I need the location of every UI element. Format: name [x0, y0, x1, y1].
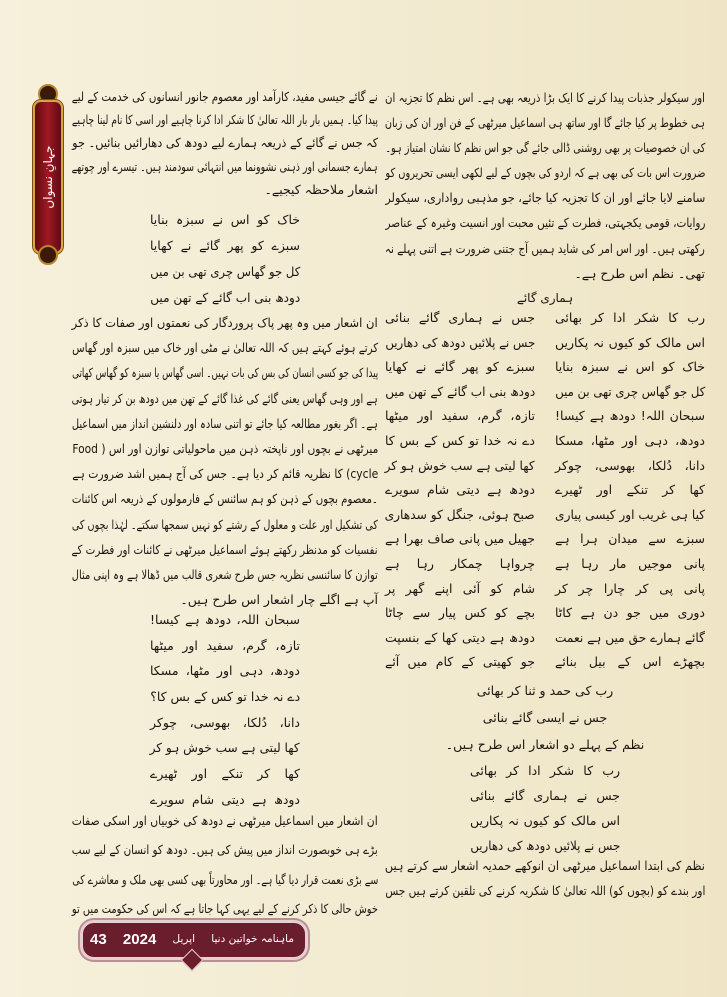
line-text: کھا کر تنکے اور ٹھیرے [555, 482, 705, 498]
line-text: دودھ بنی اب گائے کے تھن میں [150, 290, 300, 305]
line-text: جو کھیتی کے کام میں آئے [385, 654, 535, 670]
poem-title-text: ہماری گائے [516, 291, 574, 305]
first-hemistich [555, 454, 705, 479]
first-hemistich [555, 429, 705, 454]
page-footer [72, 912, 312, 968]
line-text: دودھ ہے دیتی شام سویرے [150, 791, 300, 807]
text-line [72, 512, 378, 537]
right-intro-paragraph [385, 85, 705, 286]
first-hemistich [555, 478, 705, 503]
poem-row [385, 503, 705, 528]
line-text: کیا ہی غریب اور کیسی پیاری [555, 506, 705, 522]
line-text: نے گائے جیسی مفید، کارآمد اور معصوم جانور انسانوں کی خدمت کے لیے [72, 89, 378, 104]
line-text: کل جو گھاس چری تھی بن میں [555, 383, 705, 399]
text-line [385, 878, 705, 903]
text-line [72, 486, 378, 511]
line-text: آپ ہے اگلے چار اشعار اس طرح ہیں۔ [180, 592, 378, 608]
line-text: سے بڑی نعمت قرار دیا گیا ہے۔ اور محاورتاً بھی کسی بھی ملک و معاشرے کی [72, 871, 378, 887]
second-hemistich [385, 527, 535, 552]
first-hemistich [555, 601, 705, 626]
poem-row [385, 650, 705, 675]
line-text: دودھ ہے دیتی کھا کے بنسپت [385, 629, 535, 645]
magazine-name: ماہنامہ خواتین دنیا [211, 933, 294, 945]
line-text: ہے اور وہی گھاس یعنی گائے کی غذا گائے کے تھن میں دودھ بن کر تیار ہوتی [72, 390, 378, 406]
line-text: سامنے لایا جائے اور ان کا تجزیہ کیا جائے، جو مذہبی رواداری، سیکولر [385, 190, 705, 206]
line-text: سبزے کو پھر گائے نے کھایا [385, 359, 535, 375]
line-text: دودھ بنی اب گائے کے تھن میں [385, 383, 535, 399]
line-text: کھا کر تنکے اور ٹھیرے [150, 766, 300, 782]
line-text: ہے۔ اگر بغور مطالعہ کیا جائے تو اتنی سادہ اور دلنشین انداز میں اسماعیل [72, 415, 378, 431]
first-hemistich [555, 503, 705, 528]
closing-couplet [470, 677, 620, 731]
line-text: روایات، قومی یکجہتی، فطرت کے تئیں محبت اور انسیت وغیرہ کے عناصر [385, 215, 705, 231]
text-line [72, 386, 378, 411]
line-text: کی تشکیل اور علت و معلول کے رشتے کو نہیں سمجھا سکتے۔ لہٰذا بچوں کی [72, 516, 378, 532]
second-hemistich [385, 601, 535, 626]
text-line [72, 178, 378, 201]
line-text: میرٹھی نے بچوں اور ناپختہ ذہن میں ماحولیاتی توازن اور اس ( Food [72, 440, 378, 456]
line-text: بڑے ہی خوبصورت انداز میں پیش کی ہیں۔ دودھ کو انسان کے لیے سب [72, 842, 378, 858]
poem-row [385, 355, 705, 380]
first-hemistich [555, 306, 705, 331]
left-paragraph-1 [72, 85, 378, 201]
first-hemistich [555, 331, 705, 356]
line-text: رب کا شکر ادا کر بھائی [470, 763, 620, 778]
first-hemistich [555, 404, 705, 429]
poem-row [385, 331, 705, 356]
line-text: نفسیات کو مدنظر رکھتے ہوئے اسماعیل میرٹھی نے کائنات اور فطرت کے [72, 541, 378, 557]
line-text: رکھتی ہیں۔ اور اس امر کی شاید ہمیں آج جتنی ضرورت ہے اتنی پہلے نہ [385, 240, 705, 256]
text-line [72, 806, 378, 835]
line-text: رب کا شکر ادا کر بھائی [555, 310, 705, 325]
line-text: دانا، دُلکا، بھوسی، چوکر [150, 714, 300, 730]
poem-row [385, 454, 705, 479]
second-hemistich [385, 380, 535, 405]
line-text: سبحان اللہ، دودھ ہے کیسا! [150, 612, 300, 627]
line-text: کھا لیتی ہے سب خوش ہو کر [385, 457, 535, 473]
text-line [72, 335, 378, 360]
poem-row [385, 626, 705, 651]
issue-year: 2024 [122, 930, 157, 948]
verse-line [470, 758, 620, 783]
line-text: جس نے پلائیں دودھ کی دھاریں [470, 838, 620, 853]
text-line [385, 135, 705, 160]
line-text: کرتے ہوئے کہتے ہیں کہ اللہ تعالیٰ نے مٹی اور خاک میں سبزہ اور گھاس [72, 340, 378, 356]
first-hemistich [555, 380, 705, 405]
second-hemistich [385, 577, 535, 602]
line-text: کھا لیتی ہے سب خوش ہو کر [150, 740, 300, 756]
line-text: ضرورت اس بات کی بھی ہے کہ اردو کی بچوں کے لیے لکھی ایسی تحریروں کو [385, 165, 705, 181]
first-hemistich [555, 626, 705, 651]
second-hemistich [385, 626, 535, 651]
text-line [72, 461, 378, 486]
poem-row [385, 552, 705, 577]
poem-row [385, 601, 705, 626]
line-text: دوری میں جو دن ہے کاٹا [555, 605, 705, 621]
verse-line [150, 259, 300, 285]
second-hemistich [385, 429, 535, 454]
line-text: اور سیکولر جذبات پیدا کرنے کا ایک بڑا ذریعہ بھی ہے۔ اس نظم کا تجزیہ ان [385, 90, 705, 105]
first-hemistich [555, 552, 705, 577]
text-line [72, 108, 378, 131]
line-text: ہی خطوط پر کیا جائے گا اور ساتھ ہی اسماعیل میرٹھی کے فن اور ان کی زبان [385, 115, 705, 131]
page-number: 43 [90, 930, 107, 948]
line-text: ہمارے جسمانی اور ذہنی نشوونما میں انتہائی سودمند ہیں۔ تیسرے اور چوتھے [72, 158, 378, 174]
poem-table [385, 306, 705, 675]
text-line [72, 85, 378, 108]
second-hemistich [385, 404, 535, 429]
line-text: پیدا کیا۔ ہمیں بار بار اللہ تعالیٰ کا شکر ادا کرنا چاہیے اور اسی کا نام لینا چاہیے [72, 112, 378, 128]
line-text: جس نے ایسی گائے بنائی [482, 710, 608, 725]
line-text: رب کی حمد و ثنا کر بھائی [476, 683, 614, 698]
first-hemistich [555, 527, 705, 552]
text-line [385, 85, 705, 110]
verse-line [470, 783, 620, 808]
verse-line [150, 233, 300, 259]
poem-row [385, 577, 705, 602]
line-text: جس نے پلائیں دودھ کی دھاریں [385, 334, 535, 350]
line-text: خاک کو اس نے سبزہ بنایا [555, 359, 705, 375]
line-text: کہ جس نے گائے کے ذریعہ ہمارے لیے دودھ کی دھارائیں بنائیں۔ جو [72, 135, 378, 151]
line-text: اشعار ملاحظہ کیجیے۔ [264, 181, 378, 197]
line-text: سبزے کو پھر گائے نے کھایا [150, 238, 300, 253]
second-hemistich [385, 306, 535, 331]
text-line [72, 131, 378, 154]
line-text: پانی پی کر چارا چر کر [555, 580, 705, 596]
text-line [72, 537, 378, 562]
first-verses [470, 758, 620, 858]
second-hemistich [385, 650, 535, 675]
line-text: جس نے ہماری گائے بنائی [470, 788, 620, 803]
line-text: بچھڑے اس کے بیل بنائے [555, 654, 705, 670]
line-text: پانی موجیں مار رہا ہے [555, 555, 705, 571]
line-text: کی ان خصوصیات پر بھی روشنی ڈالی جائے گی جو اس نظم کا نشان امتیاز ہو۔ [385, 140, 705, 156]
verse-line [150, 684, 300, 710]
line-text: صبح ہوئی، جنگل کو سدھاری [385, 506, 535, 522]
line-text: دودھ، دہی اور مٹھا، مسکا [150, 663, 300, 679]
text-line [72, 310, 378, 335]
line-text: بچے کو کس پیار سے چاٹا [385, 605, 535, 621]
verse-line [150, 658, 300, 684]
text-line [385, 210, 705, 235]
verse-line [150, 607, 300, 633]
line-text: خاک کو اس نے سبزہ بنایا [150, 212, 300, 227]
line-text: دودھ، دہی اور مٹھا، مسکا [555, 432, 705, 448]
second-hemistich [385, 331, 535, 356]
verse-line [150, 285, 300, 311]
verse-line [470, 677, 620, 704]
verse-line [150, 710, 300, 736]
first-hemistich [555, 650, 705, 675]
poem-row [385, 429, 705, 454]
line-text: گائے ہمارے حق میں ہے نعمت [555, 629, 705, 645]
left-paragraph-3 [72, 806, 378, 923]
right-analysis-paragraph [385, 853, 705, 903]
poem-row [385, 380, 705, 405]
text-line [385, 236, 705, 261]
ornament-icon [38, 245, 58, 265]
text-line [72, 411, 378, 436]
second-hemistich [385, 355, 535, 380]
line-text: تازہ، گرم، سفید اور میٹھا [150, 637, 300, 653]
verse-line [150, 633, 300, 659]
poem-row [385, 478, 705, 503]
line-text: پیدا کی جو کسی انسان کی بس کی بات نہیں۔ اسی گھاس یا سبزہ کو گھاس کھاتی [72, 365, 378, 381]
line-text: ۔معصوم بچوں کے ذہن کو ہم سائنس کے فارمولوں کے ذریعہ اس کائنات [72, 491, 378, 507]
line-text: چرواہا چمکار رہا ہے [385, 555, 535, 571]
issue-month: اپریل [172, 933, 196, 945]
left-verses-1 [150, 207, 300, 311]
text-line [72, 562, 378, 587]
line-text: cycle) کا نظریہ قائم کر دیا ہے۔ جس کی آج ہمیں اشد ضرورت ہے [72, 466, 378, 482]
first-verses-intro [440, 733, 650, 757]
line-text: جس نے ہماری گائے بنائی [385, 310, 535, 325]
text-line [72, 360, 378, 385]
second-hemistich [385, 478, 535, 503]
left-paragraph-2 [72, 310, 378, 612]
verse-line [150, 761, 300, 787]
line-text: نظم کی ابتدا اسماعیل میرٹھی ان انوکھے حمدیہ اشعار سے کرتے ہیں [385, 858, 705, 873]
line-text: دے نہ خدا تو کس کے بس کا [385, 432, 535, 448]
line-text: تھی۔ نظم اس طرح ہے۔ [574, 265, 705, 281]
first-hemistich [555, 355, 705, 380]
line-text: شام کو آئی اپنے گھر پر [385, 580, 535, 596]
line-text: سبزے سے میدان ہرا ہے [555, 531, 705, 547]
first-hemistich [555, 577, 705, 602]
text-line [385, 160, 705, 185]
line-text: ان اشعار میں اسماعیل میرٹھی نے دودھ کی خوبیاں اور اسکی صفات [72, 813, 378, 828]
verse-line [470, 808, 620, 833]
text-line [72, 436, 378, 461]
line-text: توازن کا سائنسی نظریہ جس طرح شعری قالب میں ڈھالا ہے وہ اپنی مثال [72, 566, 378, 582]
poem-row [385, 404, 705, 429]
text-line [72, 865, 378, 894]
text-line [385, 853, 705, 878]
text-line [385, 261, 705, 286]
line-text: دانا، دُلکا، بھوسی، چوکر [555, 457, 705, 473]
line-text: اس مالک کو کیوں نہ پکاریں [470, 813, 620, 828]
first-verses-intro-text: نظم کے پہلے دو اشعار اس طرح ہیں۔ [445, 737, 645, 752]
second-hemistich [385, 503, 535, 528]
line-text: اس مالک کو کیوں نہ پکاریں [555, 334, 705, 350]
line-text: دودھ ہے دیتی شام سویرے [385, 482, 535, 498]
line-text: دے نہ خدا تو کس کے بس کا؟ [150, 689, 300, 705]
text-line [385, 185, 705, 210]
section-label: جہانِ نسواں [41, 145, 55, 209]
text-line [72, 835, 378, 864]
line-text: خوش حالی کا ذکر کرنے کے لیے یہی کہا جاتا ہے کہ اس کی حکومت میں تو [72, 900, 378, 916]
text-line [72, 155, 378, 178]
second-hemistich [385, 552, 535, 577]
line-text: جھیل میں پانی صاف بھرا ہے [385, 531, 535, 547]
poem-row [385, 527, 705, 552]
text-line [385, 110, 705, 135]
line-text: کل جو گھاس چری تھی بن میں [150, 264, 300, 279]
second-hemistich [385, 454, 535, 479]
line-text: تازہ، گرم، سفید اور میٹھا [385, 408, 535, 424]
verse-line [470, 704, 620, 731]
line-text: ان اشعار میں وہ پھر پاک پروردگار کی نعمتوں اور صفات کا ذکر [72, 315, 378, 330]
left-verses-2 [150, 607, 300, 813]
line-text: سبحان اللہ! دودھ ہے کیسا! [555, 408, 705, 424]
poem-row [385, 306, 705, 331]
verse-line [150, 207, 300, 233]
verse-line [150, 735, 300, 761]
line-text: اور بندے کو (بچوں کو) اللہ تعالیٰ کا شکریہ کرنے کی تلقین کرتے ہیں جس [385, 883, 705, 898]
